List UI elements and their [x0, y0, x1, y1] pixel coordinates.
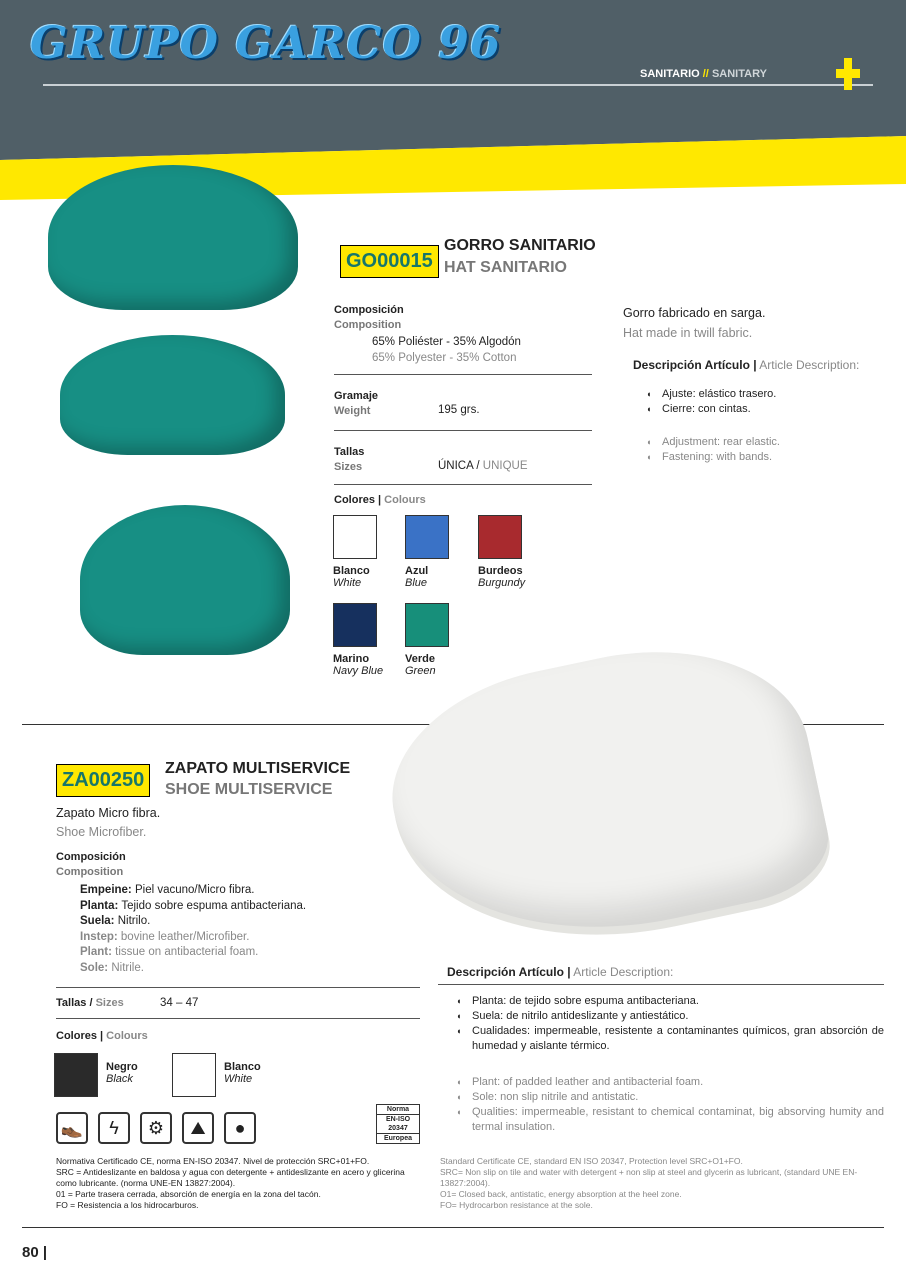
color-name-en: Green [405, 665, 436, 677]
weight-value: 195 grs. [438, 404, 480, 416]
colors-label [56, 1030, 148, 1042]
color-name-en: Blue [405, 577, 428, 589]
article-sep: | [567, 965, 571, 979]
article-sep: | [753, 358, 757, 372]
colors-sep: | [100, 1030, 104, 1042]
key: Empeine: [80, 884, 132, 896]
page-number: 80 | [22, 1244, 48, 1261]
footer-divider [22, 1227, 884, 1228]
color-name [106, 1061, 138, 1085]
color-name-es: Blanco [333, 565, 370, 577]
separator: // [702, 68, 709, 80]
key: Sole: [80, 961, 109, 974]
colors-en: Colours [384, 494, 426, 506]
slip-resistant-sole-icon: 👞 [56, 1112, 88, 1144]
colors-label [334, 494, 426, 506]
article-label-es: Descripción Artículo [447, 965, 564, 979]
sizes-label: Tallas [334, 446, 365, 458]
category-en: SANITARY [711, 68, 767, 80]
note: FO= Hydrocarbon resistance at the sole. [440, 1200, 593, 1210]
energy-absorption-heel-icon: ⚙ [140, 1112, 172, 1144]
norma-line: 20347 [377, 1124, 419, 1134]
composition-row [80, 883, 306, 899]
color-name-es: Burdeos [478, 565, 523, 577]
logo: GRUPO GARCO 96 [30, 18, 502, 69]
color-name-en: Burgundy [478, 577, 526, 589]
sizes-es: Tallas [56, 997, 87, 1009]
color-name [478, 565, 525, 589]
color-name-es: Azul [405, 565, 429, 577]
article-label-en: Article Description: [759, 358, 860, 372]
bullet: ◖ Fastening: with bands. [646, 450, 780, 465]
value: Piel vacuno/Micro fibra. [134, 884, 255, 896]
notes-en [440, 1156, 886, 1211]
bullet: ◖ Adjustment: rear elastic. [646, 435, 780, 450]
color-swatch-burgundy [478, 515, 522, 559]
bullets-es [646, 387, 776, 417]
colors-sep: | [378, 494, 382, 506]
norma-line: Europea [383, 1135, 412, 1142]
bullets-en [456, 1075, 884, 1135]
product-code: ZA00250 [56, 764, 150, 797]
color-name [333, 565, 370, 589]
shoe-image [372, 619, 839, 970]
norma-badge [376, 1104, 420, 1144]
color-swatch-navy-blue [333, 603, 377, 647]
note: Standard Certificate CE, standard EN ISO 20347, Protection level SRC+O1+FO. [440, 1156, 743, 1166]
composition-label-en: Composition [334, 319, 402, 331]
color-name [224, 1061, 261, 1085]
color-name [405, 653, 436, 677]
swatch [333, 515, 377, 559]
article-description-label [633, 358, 859, 372]
value: bovine leather/Microfiber. [120, 930, 250, 943]
color-name-es: Blanco [224, 1061, 261, 1073]
bullet: ◖ Sole: non slip nitrile and antistatic. [456, 1090, 884, 1105]
sizes-sep: / [476, 460, 480, 472]
bullet: ◖ Planta: de tejido sobre espuma antibacteriana. [456, 994, 884, 1009]
bullet: ◖ Cierre: con cintas. [646, 402, 776, 417]
notes-es [56, 1156, 426, 1211]
hat-image-back [60, 335, 285, 455]
color-name-en: White [333, 577, 362, 589]
value: Nitrile. [111, 961, 144, 974]
product-name-es: ZAPATO MULTISERVICE [165, 760, 351, 777]
article-label-es: Descripción Artículo [633, 358, 750, 372]
note: SRC = Antideslizante en baldosa y agua con detergente + antideslizante en acero y glicerina como lubricante. (norma UNE-EN 13827:2004). [56, 1167, 405, 1188]
article-label-en: Article Description: [573, 965, 674, 979]
key: Plant: [80, 946, 112, 958]
composition-value-en: 65% Polyester - 35% Cotton [372, 352, 517, 364]
sizes-label [56, 997, 124, 1009]
product-name-en: HAT SANITARIO [444, 259, 567, 276]
category-label [640, 68, 767, 80]
color-swatch-blue [405, 515, 449, 559]
note: Normativa Certificado CE, norma EN-ISO 20347. Nivel de protección SRC+01+FO. [56, 1156, 370, 1166]
composition-label: Composición [334, 304, 404, 316]
bullets-es [456, 994, 884, 1054]
note: 01 = Parte trasera cerrada, absorción de energía en la zona del tacón. [56, 1189, 321, 1199]
sizes-sep: / [89, 997, 93, 1009]
safety-icons [56, 1112, 256, 1144]
value: Tejido sobre espuma antibacteriana. [121, 899, 307, 912]
color-name-en: Black [106, 1073, 133, 1085]
product-name-es: GORRO SANITARIO [444, 237, 596, 254]
hat-image-side [48, 165, 298, 310]
swatch [54, 1053, 98, 1097]
color-swatch-black [54, 1053, 98, 1097]
sizes-value: 34 – 47 [160, 997, 199, 1009]
key: Instep: [80, 930, 118, 943]
value: Nitrilo. [117, 915, 151, 927]
medical-cross-icon [836, 58, 860, 90]
note: FO = Resistencia a los hidrocarburos. [56, 1200, 199, 1210]
sizes-value [438, 460, 528, 472]
antistatic-lightning-icon: ϟ [98, 1112, 130, 1144]
color-name [333, 653, 383, 677]
colors-es: Colores [56, 1030, 97, 1042]
sizes-en: Sizes [95, 997, 124, 1009]
divider [56, 987, 420, 988]
bullet: ◖ Cualidades: impermeable, resistente a contaminantes químicos, gran absorción de humedad y aislante térmico. [456, 1024, 884, 1054]
note: SRC= Non slip on tile and water with detergent + non slip at steel and glycerin as lubricant, (standard UNE EN-13827:2004). [440, 1167, 858, 1188]
color-swatch-white [172, 1053, 216, 1097]
colors-es: Colores [334, 494, 375, 506]
bullet: ◖ Qualities: impermeable, resistant to chemical contaminat, big absorving humity and termal insulation. [456, 1105, 884, 1135]
description-es: Zapato Micro fibra. [56, 806, 161, 820]
description-es: Gorro fabricado en sarga. [623, 306, 766, 320]
color-name-es: Marino [333, 653, 370, 665]
swatch [172, 1053, 216, 1097]
category-es: SANITARIO [640, 68, 700, 80]
bullet: ◖ Ajuste: elástico trasero. [646, 387, 776, 402]
hydrocarbon-resistant-icon: ⛰ [182, 1112, 214, 1144]
bullet: ◖ Suela: de nitrilo antideslizante y antiestático. [456, 1009, 884, 1024]
swatch [405, 603, 449, 647]
note: O1= Closed back, antistatic, energy absorption at the heel zone. [440, 1189, 682, 1199]
color-name-es: Negro [106, 1061, 138, 1073]
composition-list [80, 883, 306, 976]
product-code: GO00015 [340, 245, 439, 278]
divider [56, 1018, 420, 1019]
header-divider [43, 84, 873, 86]
swatch [478, 515, 522, 559]
divider [334, 484, 592, 485]
article-description-label [447, 965, 673, 979]
sizes-es: ÚNICA [438, 460, 474, 472]
swatch [405, 515, 449, 559]
color-name-en: White [224, 1073, 253, 1085]
product-name-en: SHOE MULTISERVICE [165, 781, 333, 798]
hat-image-top [80, 505, 290, 655]
description-en: Shoe Microfiber. [56, 825, 147, 839]
sizes-en: UNIQUE [482, 460, 528, 472]
weight-label: Gramaje [334, 390, 379, 402]
composition-row [80, 899, 306, 915]
value: tissue on antibacterial foam. [115, 946, 259, 958]
composition-value: 65% Poliéster - 35% Algodón [372, 336, 521, 348]
bullets-en [646, 435, 780, 465]
weight-label-en: Weight [334, 405, 371, 417]
norma-line: Norma [377, 1105, 419, 1115]
description-en: Hat made in twill fabric. [623, 326, 753, 340]
composition-label-en: Composition [56, 866, 124, 878]
color-name [405, 565, 428, 589]
divider [334, 374, 592, 375]
oil-drop-icon: ● [224, 1112, 256, 1144]
bullet: ◖ Plant: of padded leather and antibacterial foam. [456, 1075, 884, 1090]
color-name-es: Verde [405, 653, 435, 665]
swatch [333, 603, 377, 647]
norma-line: EN-ISO [385, 1116, 411, 1123]
key: Suela: [80, 915, 115, 927]
color-swatch-white [333, 515, 377, 559]
divider [438, 984, 884, 985]
composition-label: Composición [56, 851, 126, 863]
composition-row [80, 945, 306, 961]
composition-row [80, 961, 306, 977]
page-number-value: 80 [22, 1244, 39, 1261]
composition-row [80, 914, 306, 930]
divider [334, 430, 592, 431]
sizes-label-en: Sizes [334, 461, 363, 473]
key: Planta: [80, 899, 119, 912]
colors-en: Colours [106, 1030, 148, 1042]
color-name-en: Navy Blue [333, 665, 384, 677]
color-swatch-green [405, 603, 449, 647]
composition-row [80, 930, 306, 946]
